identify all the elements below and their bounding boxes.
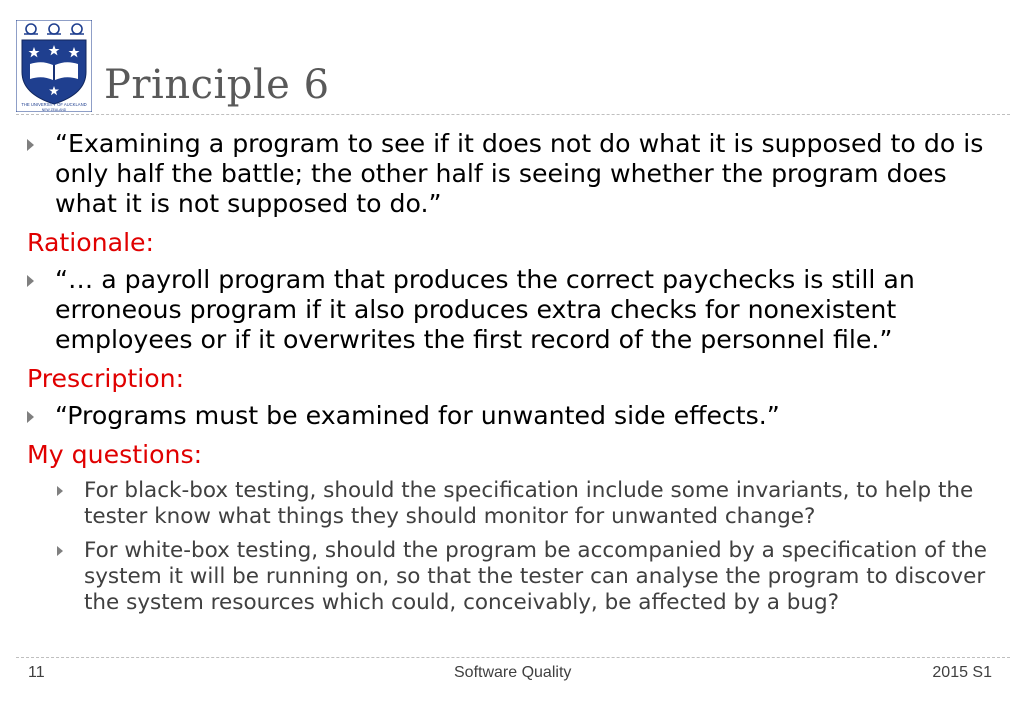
- footer-divider: [16, 657, 1010, 658]
- footer-term: 2015 S1: [932, 664, 992, 681]
- sub-bullet-arrow-icon: [57, 546, 63, 556]
- rationale-heading: Rationale:: [27, 228, 155, 257]
- logo-caption-line1: THE UNIVERSITY OF AUCKLAND: [21, 102, 87, 107]
- bullet-arrow-icon: [27, 139, 34, 151]
- footer-course: Software Quality: [454, 664, 572, 681]
- prescription-heading: Prescription:: [27, 364, 185, 393]
- logo-caption-line2: NEW ZEALAND: [41, 108, 67, 112]
- bullet-quote-2: [27, 265, 987, 355]
- question-item-2: [57, 538, 987, 616]
- question-item-1: [57, 478, 987, 530]
- title-divider: [16, 114, 1010, 115]
- bullet-text: “Examining a program to see if it does not do what it is supposed to do is only half the battle; the other half is seeing whether the program does what it is not supposed to do.”: [55, 129, 984, 218]
- bullet-arrow-icon: [27, 275, 34, 287]
- bullet-arrow-icon: [27, 411, 34, 423]
- university-logo: [16, 20, 92, 112]
- slide-title: Principle 6: [104, 62, 330, 108]
- bullet-text: “Programs must be examined for unwanted side effects.”: [55, 401, 780, 430]
- bullet-text: “… a payroll program that produces the correct paychecks is still an erroneous program if it also produces extra checks for nonexistent employees or if it overwrites the first record of the personnel file.”: [55, 265, 915, 354]
- questions-heading: My questions:: [27, 440, 203, 469]
- bullet-quote-1: [27, 129, 987, 219]
- question-text: For black-box testing, should the specification include some invariants, to help the tester know what things they should monitor for unwanted change?: [84, 478, 974, 529]
- bullet-quote-3: [27, 401, 987, 431]
- question-text: For white-box testing, should the program be accompanied by a specification of the system it will be running on, so that the tester can analyse the program to discover the system resources which could, conceivably, be affected by a bug?: [84, 538, 987, 615]
- page-number: 11: [28, 664, 45, 681]
- sub-bullet-arrow-icon: [57, 486, 63, 496]
